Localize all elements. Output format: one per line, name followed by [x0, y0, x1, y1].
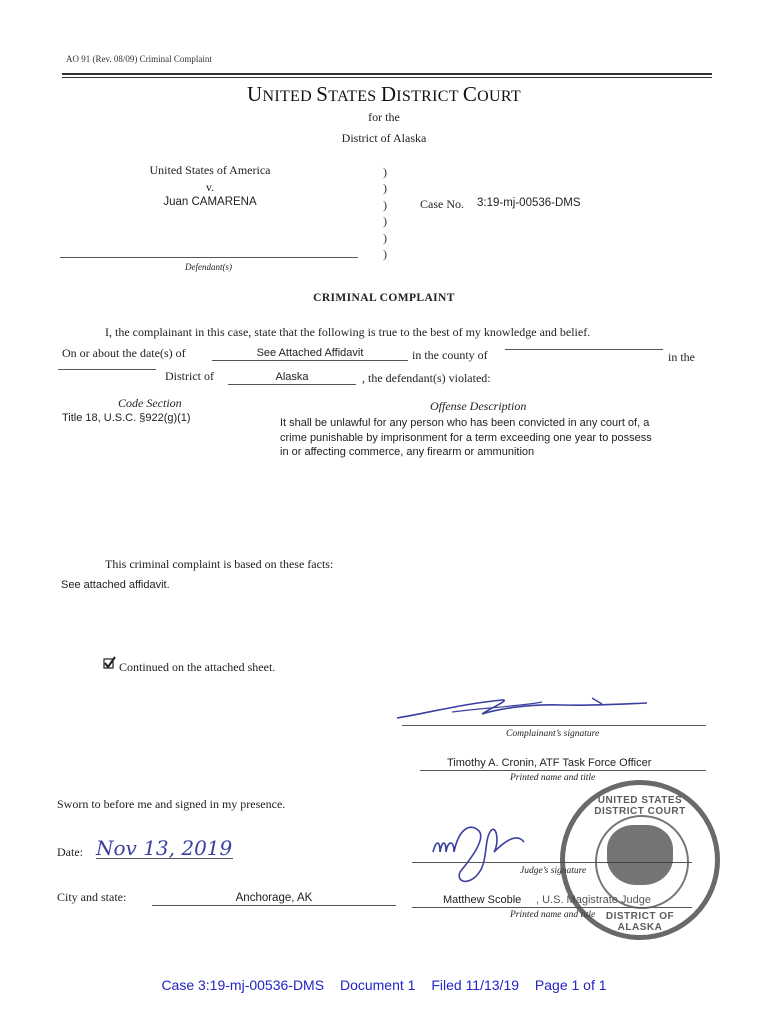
facts-label: This criminal complaint is based on these facts:: [105, 557, 334, 571]
date-label: Date:: [57, 845, 83, 859]
versus: v.: [205, 180, 215, 194]
district-label: District of: [165, 369, 214, 383]
complainant-signature: [392, 690, 652, 726]
header-rule-thin: [62, 77, 712, 78]
header-rule: [62, 73, 712, 75]
date-value: Nov 13, 2019: [96, 836, 233, 860]
date-line: [96, 858, 233, 859]
offense-description-label: Offense Description: [430, 399, 527, 413]
facts-value: See attached affidavit.: [61, 579, 170, 591]
county-field: [505, 349, 663, 350]
complainant-printed-name: Timothy A. Cronin, ATF Task Force Officer: [447, 757, 652, 769]
continued-label: Continued on the attached sheet.: [119, 660, 276, 674]
district-field: Alaska: [228, 371, 356, 385]
court-seal: [560, 780, 720, 940]
in-the: in the: [668, 350, 695, 364]
footer-page: Page 1 of 1: [534, 977, 607, 993]
footer-filed: Filed 11/13/19: [431, 977, 520, 993]
form-number: AO 91 (Rev. 08/09) Criminal Complaint: [66, 54, 212, 64]
filing-footer: [0, 977, 768, 993]
defendant-name: Juan CAMARENA: [163, 196, 257, 208]
violated-text: , the defendant(s) violated:: [362, 371, 491, 385]
footer-case: Case 3:19-mj-00536-DMS: [161, 977, 325, 993]
judge-signature-label: Judge’s signature: [520, 866, 587, 876]
plaintiff-name: United States of America: [149, 163, 271, 177]
code-section-label: Code Section: [118, 396, 182, 410]
court-name: UNITED STATES DISTRICT COURT: [247, 82, 521, 106]
case-no-label: Case No.: [420, 197, 464, 211]
defendant-line: [60, 257, 358, 258]
district-name: District of Alaska: [341, 131, 427, 145]
code-section: Title 18, U.S.C. §922(g)(1): [62, 412, 191, 424]
complaint-heading: CRIMINAL COMPLAINT: [313, 292, 455, 304]
continued-checkbox[interactable]: [103, 656, 117, 675]
seal-text-bottom: DISTRICT OF ALASKA: [605, 911, 675, 933]
intro-statement: I, the complainant in this case, state that the following is true to the best of my knowledge and belief.: [105, 325, 591, 339]
case-no: 3:19-mj-00536-DMS: [477, 197, 581, 209]
seal-eagle-icon: [607, 825, 673, 885]
complainant-name-line: [420, 770, 706, 771]
complainant-printed-label: Printed name and title: [510, 773, 596, 783]
sworn-statement: Sworn to before me and signed in my presence.: [57, 797, 286, 811]
offense-description: It shall be unlawful for any person who has been convicted in any court of, a crime punishable by imprisonment for a term exceeding one year to possess in or affecting commerce, any firearm or ammunition: [280, 417, 652, 458]
defendant-label: Defendant(s): [185, 262, 232, 272]
judge-printed-label: Printed name and title: [510, 910, 596, 920]
judge-printed-name: Matthew Scoble: [443, 894, 522, 906]
city-state-label: City and state:: [57, 890, 127, 904]
date-prefix: On or about the date(s) of: [62, 346, 186, 360]
complainant-signature-line: [402, 725, 706, 726]
checkmark-icon: [103, 656, 117, 670]
city-state-value: Anchorage, AK: [152, 892, 396, 906]
complainant-signature-label: Complainant’s signature: [506, 729, 600, 739]
footer-document: Document 1: [339, 977, 416, 993]
county-label: in the county of: [412, 348, 488, 362]
seal-text-top: UNITED STATES DISTRICT COURT: [594, 795, 686, 817]
district-prefix-field: [58, 369, 156, 370]
caption-parens: ) ) ) ) ) ): [383, 165, 387, 262]
judge-title: , U.S. Magistrate Judge: [536, 894, 651, 906]
for-the: for the: [368, 110, 400, 124]
judge-signature: [428, 812, 538, 892]
date-field: See Attached Affidavit: [212, 347, 408, 361]
